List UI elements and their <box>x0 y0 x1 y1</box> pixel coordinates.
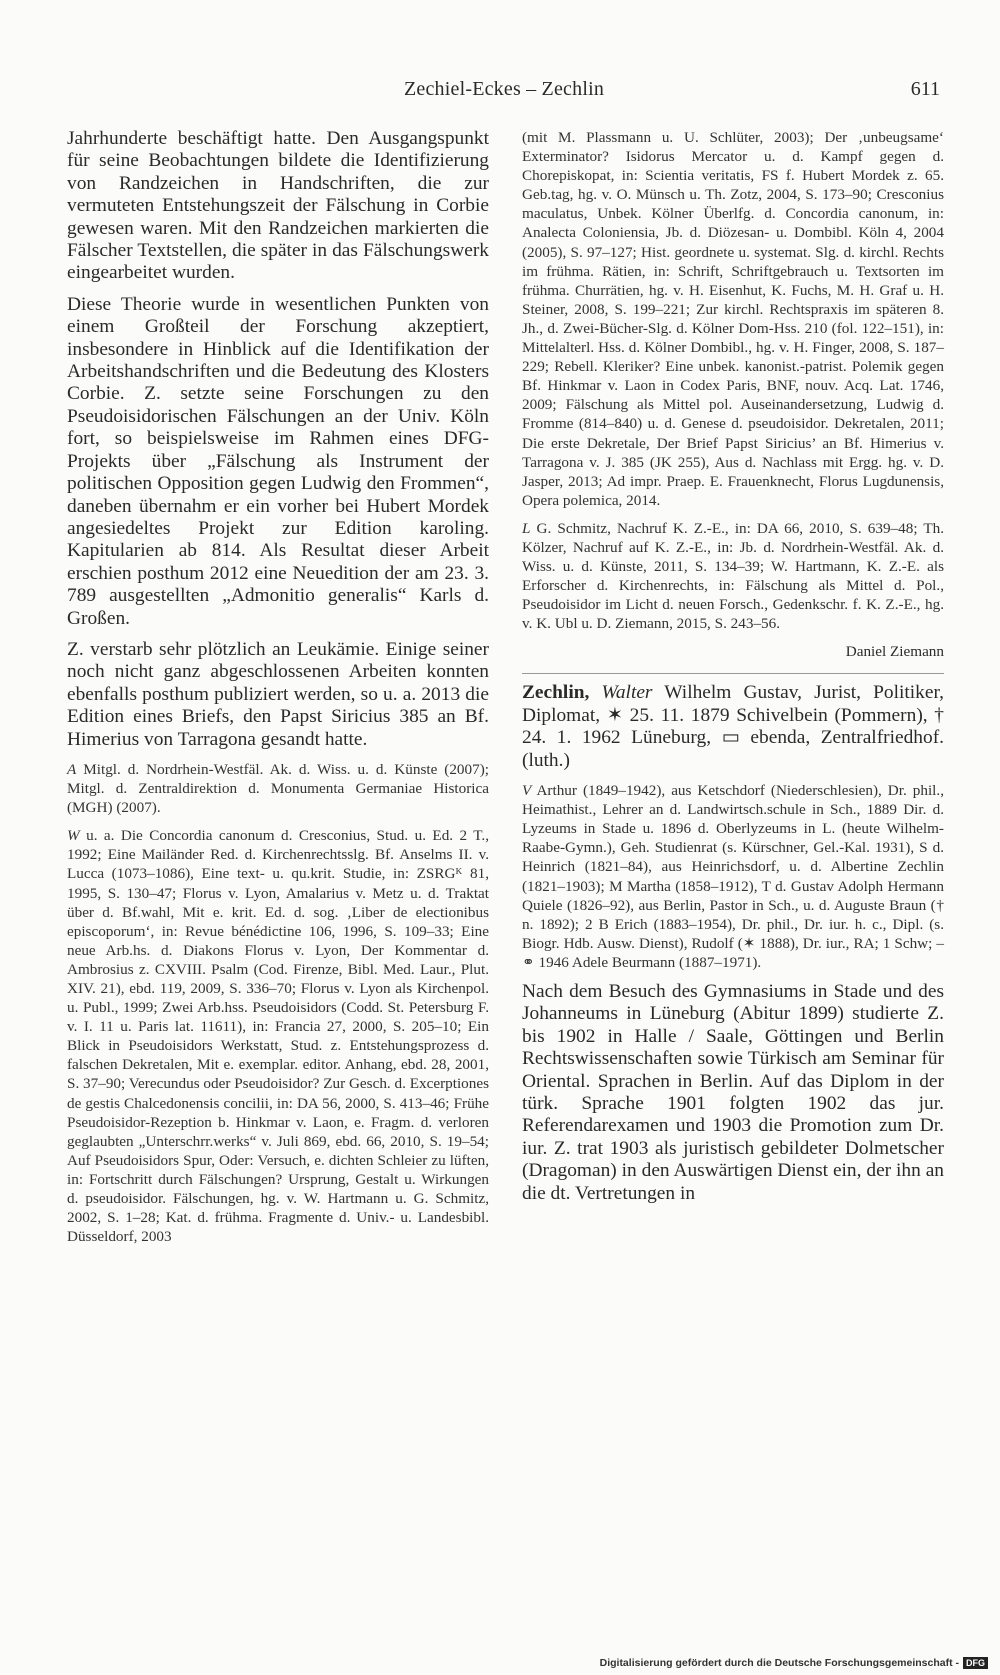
running-head: Zechiel-Eckes – Zechlin <box>403 78 605 100</box>
digitization-footer <box>600 1657 988 1669</box>
works-continued: (mit M. Plassmann u. U. Schlüter, 2003); Der ‚unbeugsame‘ Exterminator? Isidorus Mercator u. d. Kampf gegen d. Chorepiskopat, in: Scientia veritatis, FS f. Hubert Mordek z. 65. Geb.tag, hg. v. O. Münsch u. Th. Zotz, 2004, S. 173–90; Cresconius maculatus, Unbek. Kölner Überlfg. d. Concordia canonum, in: Analecta Coloniensia, Jb. d. Diözesan- u. Dombibl. Köln 4, 2004 (2005), S. 97–127; Hist. geordnete u. systemat. Slg. d. kirchl. Rechts im frühma. Rätien, in: Schrift, Schriftgebrauch u. Textsorten im frühma. Churrätien, hg. v. H. Eisenhut, K. Fuchs, M. H. Graf u. H. Steiner, 2008, S. 199–221; Zur kirchl. Rechtspraxis im späteren 8. Jh., d. Zwei-Bücher-Slg. d. Kölner Dom-Hss. 210 (fol. 122–151), in: Mittelalterl. Hss. d. Kölner Dombibl., hg. v. H. Finger, 2008, S. 187–229; Rebell. Kleriker? Eine unbek. kanonist.-patrist. Polemik gegen Bf. Hinkmar v. Laon in Codex Paris, BNF, nouv. Acq. Lat. 1746, 2009; Fälschung als Mittel pol. Auseinandersetzung, Ludwig d. Fromme (814–840) u. d. Genese d. pseudoisidor. Dekretalen, 2011; Die erste Dekretale, Der Brief Papst Siricius’ an Bf. Himerius v. Tarragona v. J. 385 (JK 255), Aus d. Nachlass mit Ergg. hg. v. D. Jasper, 2013; Ad impr. Praep. E. Frauenknecht, Florus Lugdunensis, Opera polemica, 2014. <box>522 129 944 509</box>
works-section <box>67 826 489 1246</box>
dfg-logo: DFG <box>963 1657 988 1669</box>
page-header <box>68 78 940 108</box>
left-column <box>67 128 489 1255</box>
literature-text: G. Schmitz, Nachruf K. Z.-E., in: DA 66, 2010, S. 639–48; Th. Kölzer, Nachruf auf K. Z.-E., in: Jb. d. Nordrhein-Westfäl. Ak. d. Wiss. u. d. Künste, 2011, S. 134–39; W. Hartmann, K. Z.-E. als Erforscher d. Kirchenrechts, in: Fälschung als Mittel d. Pol., Pseudoisidor im Licht d. neuen Forsch., Gedenkschr. f. K. Z.-E., hg. v. K. Ubl u. D. Ziemann, 2015, S. 243–56. <box>522 519 945 633</box>
genealogy-section <box>522 781 944 972</box>
entry-details: Wilhelm Gustav, Jurist, Politiker, Diplomat, ✶ 25. 11. 1879 Schivelbein (Pommern), † 24. 1. 1962 Lüneburg, ▭ ebenda, Zentralfriedhof. (luth.) <box>522 682 944 771</box>
footer-text: Digitalisierung gefördert durch die Deutsche Forschungsgemeinschaft - <box>599 1657 959 1669</box>
biography-paragraph: Nach dem Besuch des Gymnasiums in Stade und des Johanneums in Lüneburg (Abitur 1899) studierte Z. bis 1902 in Halle / Saale, Göttingen und Berlin Rechtswissenschaften sowie Türkisch am Seminar für Oriental. Sprachen in Berlin. Auf das Diplom in der türk. Sprache 1901 folgten 1902 das jur. Referendarexamen und 1903 die Promotion zum Dr. iur. Z. trat 1903 als juristisch gebildeter Dolmetscher (Dragoman) in den Auswärtigen Dienst ein, der ihn an die dt. Vertretungen in <box>522 981 944 1204</box>
author-signature: Daniel Ziemann <box>845 643 944 661</box>
entry-heading <box>522 682 944 772</box>
genealogy-text: Arthur (1849–1942), aus Ketschdorf (Niederschlesien), Dr. phil., Heimathist., Lehrer an d. Landwirtsch.schule in Sch., 1889 Dir. d. Lyzeums in Stade u. 1896 d. Oberlyzeums in L. (heute Wilhelm-Raabe-Gymn.), Geh. Studienrat (s. Kürschner, Gel.-Kal. 1931), S d. Heinrich (1821–84), aus Heinrichsdorf, u. d. Albertine Zechlin (1821–1903); M Martha (1858–1912), T d. Gustav Adolph Hermann Quiele (1826–92), aus Berlin, Pastor in Sch., u. d. Auguste Braun († n. 1892); 2 B Erich (1883–1954), Dr. phil., Dr. iur. h. c., Dipl. (s. Biogr. Hdb. Ausw. Dienst), Rudolf (✶ 1888), Dr. iur., RA; 1 Schw; – ⚭ 1946 Adele Beurmann (1887–1971). <box>522 782 945 971</box>
awards-label: A <box>67 760 77 778</box>
works-label: W <box>67 827 80 845</box>
paragraph-2: Diese Theorie wurde in wesentlichen Punkten von einem Großteil der Forschung akzeptiert, insbesondere in Hinblick auf die Identifikation der Arbeitshandschriften und die Bedeutung des Klosters Corbie. Z. setzte seine Forschungen zu den Pseudoisidorischen Fälschungen an der Univ. Köln fort, so beispielsweise im Rahmen eines DFG-Projekts über „Fälschung als Instrument der politischen Opposition gegen Ludwig den Frommen“, daneben übernahm er ein vorher bei Hubert Mordek angesiedeltes Projekt zur Edition karoling. Kapitularien ab 814. Als Resultat dieser Arbeit erschien posthum 2012 eine Neuedition der am 23. 3. 789 ausgestellten „Admonitio generalis“ Karls d. Großen. <box>67 293 489 629</box>
entry-divider <box>522 673 944 674</box>
genealogy-label: V <box>522 782 532 800</box>
works-text: u. a. Die Concordia canonum d. Cresconius, Stud. u. Ed. 2 T., 1992; Eine Mailänder Red. d. Kirchenrechtsslg. Bf. Anselms II. v. Lucca (1073–1086), Eine text- u. qu.krit. Studie, in: ZSRGᴷ 81, 1995, S. 130–47; Florus v. Lyon, Amalarius v. Metz u. d. Traktat über d. Bf.wahl, Mit e. krit. Ed. d. sog. ‚Liber de electionibus episcoporum‘, in: Revue bénédictine 106, 1996, S. 109–33; Eine neue Arb.hs. d. Diakons Florus v. Lyon, Der Kommentar d. Ambrosius z. CXVIII. Psalm (Cod. Firenze, Bibl. Med. Laur., Plut. XIV. 21), ebd. 119, 2009, S. 336–70; Florus v. Lyon als Kirchenpol. u. Publ., 1999; Zwei Arb.hss. Pseudoisidors (Codd. St. Petersburg F. v. I. 11 u. Paris lat. 11611), in: Francia 27, 2000, S. 205–10; Ein Blick in Pseudoisidors Werkstatt, Stud. z. Entstehungsprozess d. falschen Dekretalen, Mit e. exemplar. editor. Anhang, ebd. 28, 2001, S. 37–90; Verecundus oder Pseudoisidor? Zur Gesch. d. Excerptiones de gestis Chalcedonensis concilii, in: DA 56, 2000, S. 413–46; Frühe Pseudoisidor-Rezeption b. Hinkmar v. Laon, e. Fragm. d. verloren geglaubten „Unterschrr.werks“ v. Juli 869, ebd. 66, 2010, S. 19–54; Auf Pseudoisidors Spur, Oder: Versuch, e. dichten Schleier zu lüften, in: Fortschritt durch Fälschungen? Ursprung, Gestalt u. Wirkungen d. pseudoisidor. Fälschungen, hg. v. W. Hartmann u. G. Schmitz, 2002, S. 1–28; Kat. d. frühma. Fragmente d. Univ.- u. Landesbibl. Düsseldorf, 2003 <box>67 827 490 1246</box>
entry-name: Zechlin, <box>522 682 590 704</box>
page-number: 611 <box>910 78 940 100</box>
paragraph-3: Z. verstarb sehr plötzlich an Leukämie. Einige seiner noch nicht ganz abgeschlossenen Arbeiten konnten ebenfalls posthum publiziert werden, so u. a. 2013 die Edition eines Briefs, den Papst Siricius 385 an Bf. Himerius von Tarragona gesandt hatte. <box>67 638 489 750</box>
right-column <box>522 128 944 1214</box>
paragraph-1: Jahrhunderte beschäftigt hatte. Den Ausgangspunkt für seine Beobachtungen bildete die Identifizierung von Randzeichen in Handschriften, die zur vermuteten Entstehungszeit der Fälschung in Corbie gewesen waren. Mit den Randzeichen markierten die Fälscher Textstellen, die später in das Fälschungswerk eingearbeitet wurden. <box>67 128 489 284</box>
entry-firstname: Walter <box>601 682 653 704</box>
awards-text: Mitgl. d. Nordrhein-Westfäl. Ak. d. Wiss. u. d. Künste (2007); Mitgl. d. Zentraldirektion d. Monumenta Germaniae Historica (MGH) (2007). <box>67 760 489 817</box>
awards-section <box>67 760 489 817</box>
literature-label: L <box>522 519 531 537</box>
literature-section <box>522 519 944 634</box>
